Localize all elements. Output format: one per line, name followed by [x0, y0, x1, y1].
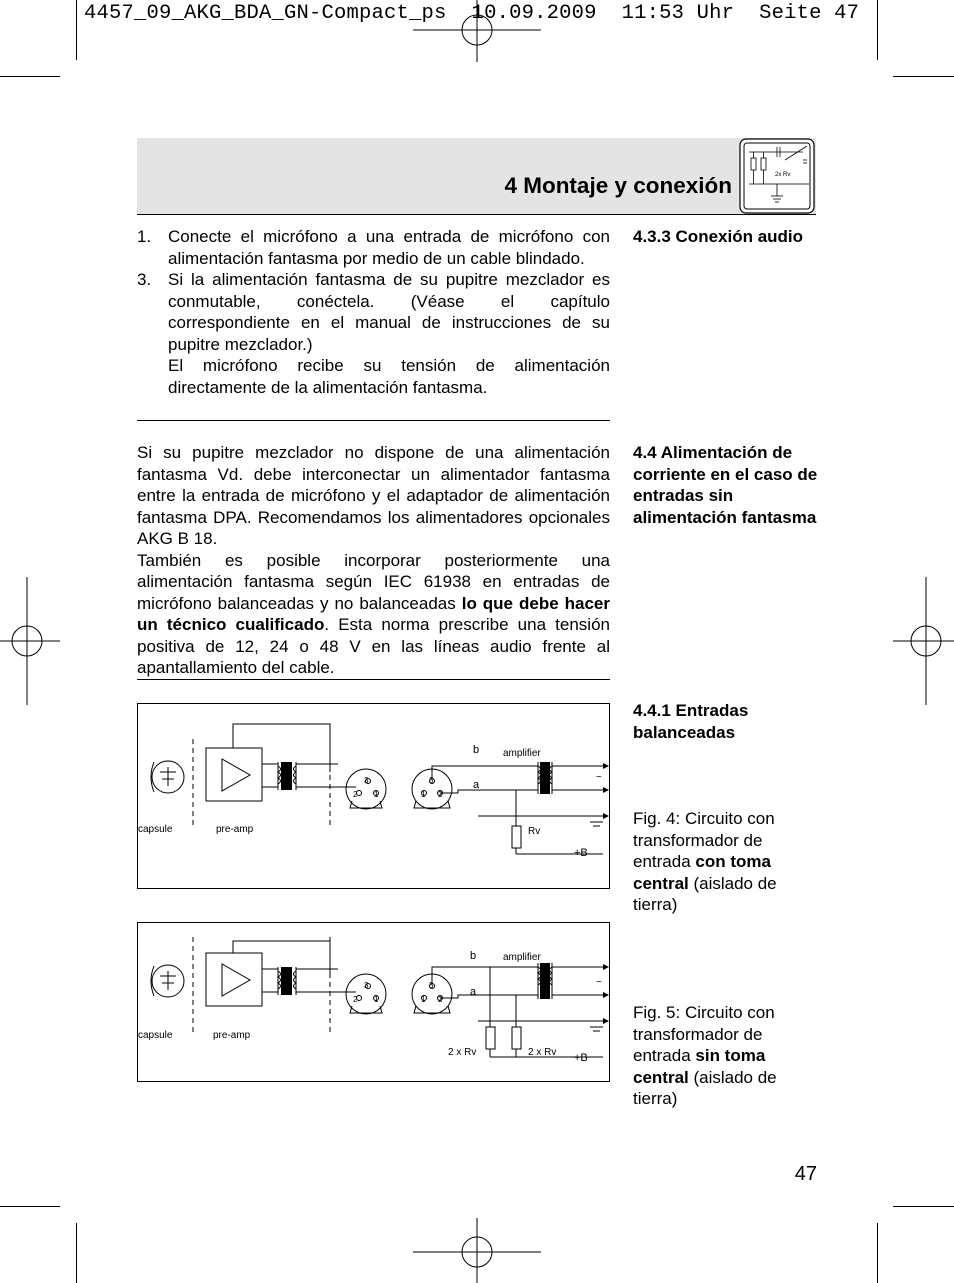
pin-label: 2: [438, 790, 443, 799]
ac-symbol: ~: [596, 772, 602, 783]
step-item: [137, 269, 610, 398]
step-number: 1.: [137, 227, 152, 246]
caption-text: Fig. 5: Circuito con transformador de entrada: [633, 1003, 775, 1065]
step-note: El micrófono recibe su tensión de alimentación directamente de la alimentación fantasma.: [168, 356, 610, 397]
icon-label: 2x Rv: [775, 172, 791, 178]
line-b-label: b: [470, 950, 477, 962]
figure-4-caption: [633, 808, 818, 916]
phantom-power-text: [137, 442, 610, 679]
line-a-label: a: [470, 986, 477, 998]
pin-label: 1: [421, 790, 426, 799]
print-header: 4457_09_AKG_BDA_GN-Compact_ps 10.09.2009 11:53 Uhr Seite 47: [84, 2, 860, 25]
emphasis-text: lo que debe hacer un técnico cualificado: [137, 593, 610, 634]
heading-4-4: 4.4 Alimentación de corriente en el caso de entradas sin alimentación fantasma: [633, 443, 818, 527]
amplifier-label: amplifier: [503, 952, 541, 963]
caption-text: (aislado de tierra): [633, 1067, 777, 1108]
pin-label: 2: [353, 995, 358, 1004]
pin-label: 2: [438, 995, 443, 1004]
section-divider: [137, 679, 610, 680]
caption-text: Fig. 4: Circuito con transformador de entrada: [633, 809, 775, 871]
resistor-label: 2 x Rv: [448, 1047, 477, 1058]
amplifier-label: amplifier: [503, 748, 541, 759]
figure-5-circuit: [137, 922, 610, 1082]
preamp-label: pre-amp: [213, 1030, 251, 1041]
line-a-label: a: [473, 779, 480, 791]
figure-5-caption: [633, 1002, 818, 1110]
pin-label: 1: [374, 995, 379, 1004]
step-item: [137, 226, 610, 269]
caption-emphasis: con toma central: [633, 852, 771, 893]
pin-label: 3: [364, 981, 369, 990]
pin-label: 3: [364, 776, 369, 785]
pin-label: 2: [353, 790, 358, 799]
heading-4-3-3: 4.3.3 Conexión audio: [633, 227, 804, 246]
resistor-label: 2 x Rv: [528, 1047, 557, 1058]
capsule-label: capsule: [138, 824, 173, 835]
paragraph-text: También es posible incorporar posteriormente una alimentación fantasma según IEC 61938 en entradas de micrófono balanceadas y no balanceadas: [137, 550, 610, 613]
paragraph: Si su pupitre mezclador no dispone de una alimentación fantasma Vd. debe interconectar un alimentador fantasma entre la entrada de micrófono y el adaptador de alimentación fantasma DPA. Recomendamos los alimentadores opcionales AKG B 18.: [137, 443, 610, 548]
circuit-diagram-icon: [739, 138, 815, 214]
preamp-label: pre-amp: [216, 824, 254, 835]
step-text: Conecte el micrófono a una entrada de micrófono con alimentación fantasma por medio de un cable blindado.: [168, 227, 610, 268]
section-divider: [137, 420, 610, 421]
section-title: 4 Montaje y conexión: [504, 173, 732, 198]
pin-label: 1: [421, 995, 426, 1004]
step-text: Si la alimentación fantasma de su pupitre mezclador es conmutable, conéctela. (Véase el capítulo correspondiente en el manual de instrucciones de su pupitre mezclador.): [168, 270, 610, 354]
paragraph: [137, 550, 610, 679]
pin-label: 1: [374, 790, 379, 799]
step-number: 3.: [137, 270, 152, 289]
line-b-label: b: [473, 744, 480, 756]
supply-label: +B: [574, 847, 588, 859]
caption-emphasis: sin toma central: [633, 1046, 766, 1087]
audio-connection-steps: [137, 226, 610, 398]
heading-4-4-1: 4.4.1 Entradas balanceadas: [633, 701, 749, 742]
paragraph-text: . Esta norma prescribe una tensión positiva de 12, 24 o 48 V en las líneas audio frente al apantallamiento del cable.: [137, 615, 610, 677]
figure-4-circuit: [137, 703, 610, 889]
pin-label: 3: [429, 776, 434, 785]
caption-text: (aislado de tierra): [633, 873, 777, 914]
page-number: 47: [794, 1163, 817, 1185]
capsule-label: capsule: [138, 1030, 173, 1041]
pin-label: 3: [429, 981, 434, 990]
ac-symbol: ~: [596, 977, 602, 988]
supply-label: +B: [574, 1052, 588, 1064]
resistor-label: Rv: [528, 826, 541, 837]
